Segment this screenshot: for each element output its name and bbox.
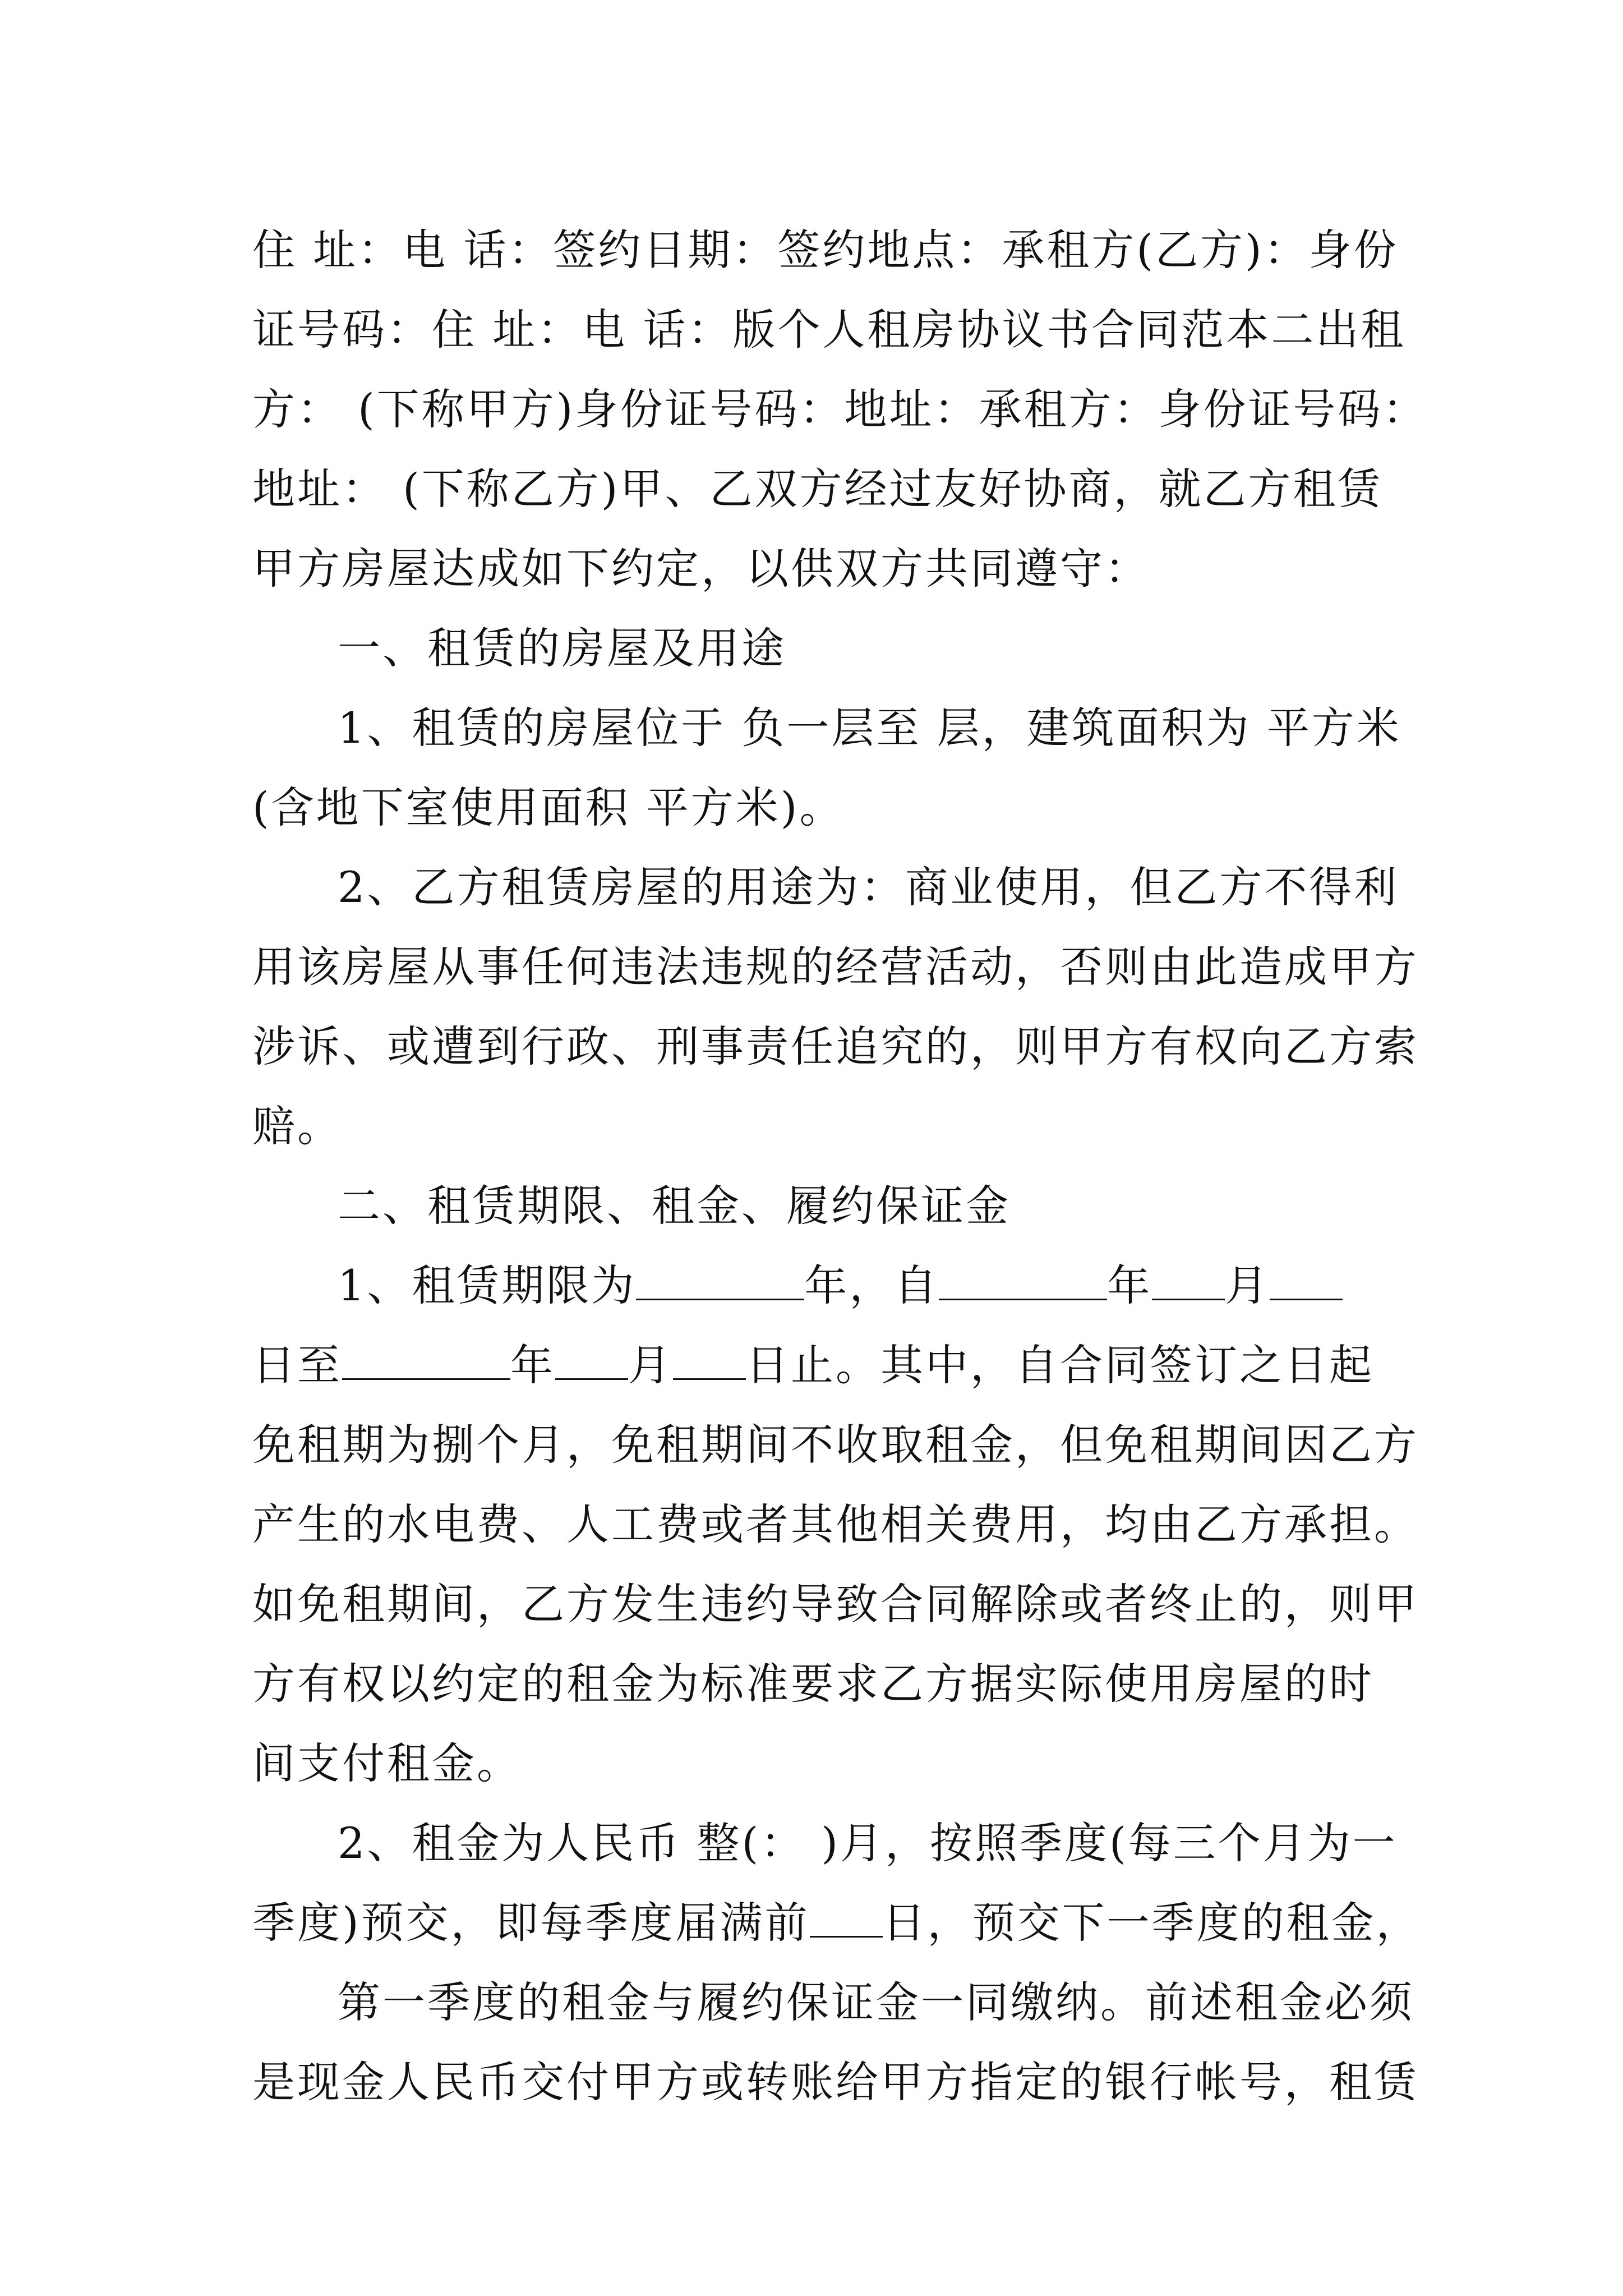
text-segment: 日止。其中，自合同签订之日起: [746, 1340, 1374, 1390]
text-line: 第一季度的租金与履约保证金一同缴纳。前述租金必须: [338, 1977, 1414, 2027]
text-line: 方有权以约定的租金为标准要求乙方据实际使用房屋的时: [252, 1659, 1374, 1709]
text-line: 如免租期间，乙方发生违约导致合同解除或者终止的，则甲: [252, 1579, 1419, 1629]
text-segment: 年，自: [804, 1260, 939, 1310]
text-line: 1、租赁的房屋位于 负一层至 层，建筑面积为 平方米: [338, 703, 1401, 753]
text-line: 甲方房屋达成如下约定，以供双方共同遵守：: [252, 544, 1150, 593]
text-line: 赔。: [252, 1101, 342, 1151]
section-heading: 一、租赁的房屋及用途: [338, 623, 786, 673]
section-heading: 二、租赁期限、租金、履约保证金: [338, 1181, 1011, 1231]
text-line: 2、乙方租赁房屋的用途为：商业使用，但乙方不得利: [338, 862, 1399, 912]
text-line: [252, 1246, 1385, 1326]
blank-underline: [1152, 1262, 1225, 1300]
text-segment: 年: [1107, 1260, 1152, 1310]
text-line: 证号码：住 址：电 话：版个人租房协议书合同范本二出租: [252, 305, 1406, 355]
blank-underline: [810, 1899, 883, 1938]
text-line: 用该房屋从事任何违法违规的经营活动，否则由此造成甲方: [252, 942, 1419, 992]
text-line: (含地下室使用面积 平方米)。: [252, 783, 845, 832]
text-line: 是现金人民币交付甲方或转账给甲方指定的银行帐号，租赁: [252, 2057, 1419, 2107]
text-line: 涉诉、或遭到行政、刑事责任追究的，则甲方有权向乙方索: [252, 1022, 1419, 1071]
text-segment: 季度)预交，即每季度届满前: [252, 1898, 810, 1948]
blank-underline: [939, 1262, 1107, 1300]
blank-underline: [636, 1262, 804, 1300]
text-segment: 日至: [252, 1340, 342, 1390]
text-line: 产生的水电费、人工费或者其他相关费用，均由乙方承担。: [252, 1499, 1419, 1549]
blank-underline: [673, 1341, 746, 1380]
blank-underline: [342, 1341, 510, 1380]
text-segment: 月: [1225, 1260, 1270, 1310]
blank-underline: [555, 1341, 628, 1380]
text-segment: 年: [510, 1340, 555, 1390]
text-line: 住 址：电 话：签约日期：签约地点：承租方(乙方)：身份: [252, 225, 1399, 275]
text-line: [252, 1326, 1385, 1405]
text-line: 间支付租金。: [252, 1738, 522, 1788]
text-segment: 月: [628, 1340, 673, 1390]
text-line: 2、租金为人民币 整(： )月，按照季度(每三个月为一: [338, 1818, 1398, 1868]
text-line: 免租期为捌个月，免租期间不收取租金，但免租期间因乙方: [252, 1420, 1419, 1470]
text-line: 地址： (下称乙方)甲、乙双方经过友好协商，就乙方租赁: [252, 464, 1383, 514]
text-line: 方： (下称甲方)身份证号码：地址：承租方：身份证号码：: [252, 384, 1428, 434]
document-page: [252, 210, 1428, 2122]
blank-underline: [1270, 1262, 1343, 1300]
text-segment: 1、租赁期限为: [338, 1260, 637, 1310]
text-segment: 日，预交下一季度的租金，: [882, 1898, 1421, 1948]
text-line: [252, 1883, 1421, 1963]
